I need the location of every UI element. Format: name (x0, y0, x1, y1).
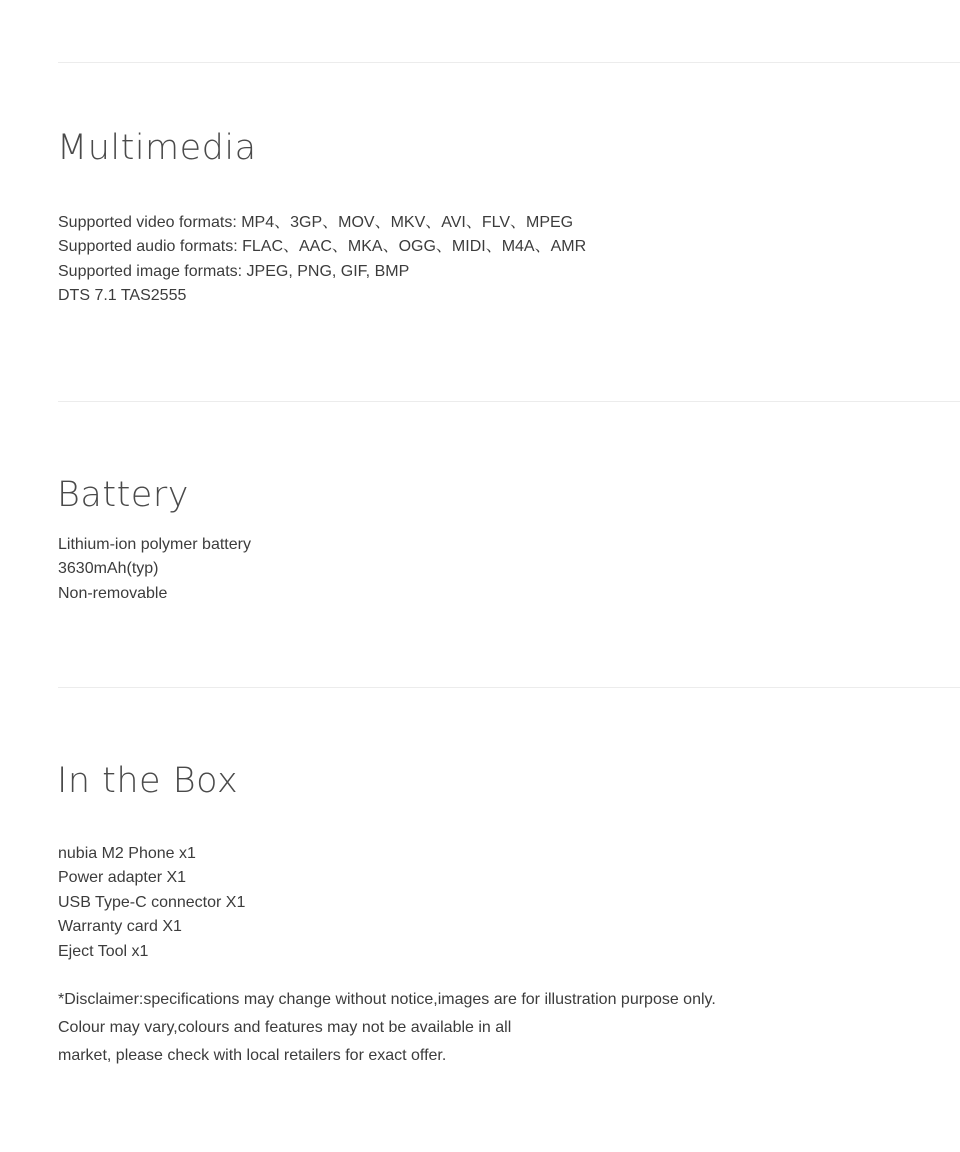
multimedia-spec-list (58, 211, 586, 309)
spec-item: Non-removable (58, 584, 168, 602)
multimedia-title: Multimedia (57, 128, 257, 168)
battery-divider (58, 687, 960, 688)
in-the-box-list (58, 842, 245, 964)
spec-item: Lithium-ion polymer battery (58, 536, 251, 553)
spec-item: 3630mAh(typ) (58, 560, 159, 578)
spec-item: DTS 7.1 TAS2555 (58, 287, 187, 305)
box-item: Eject Tool x1 (58, 942, 149, 960)
disclaimer (58, 986, 716, 1071)
disclaimer-line: Colour may vary,colours and features may not be available in all (58, 1019, 512, 1037)
spec-item: Supported video formats: MP4、3GP、MOV、MKV、AVI、FLV、MPEG (58, 214, 574, 231)
battery-title: Battery (57, 475, 189, 515)
box-item: Power adapter X1 (58, 869, 187, 887)
battery-spec-list (58, 533, 251, 606)
spec-item: Supported image formats: JPEG, PNG, GIF, BMP (58, 262, 410, 280)
box-item: Warranty card X1 (58, 918, 182, 936)
box-item: nubia M2 Phone x1 (58, 845, 196, 862)
multimedia-divider (58, 401, 960, 402)
disclaimer-line: *Disclaimer:specifications may change without notice,images are for illustration purpose only. (58, 991, 716, 1008)
spec-item: Supported audio formats: FLAC、AAC、MKA、OGG、MIDI、M4A、AMR (58, 238, 587, 256)
box-item: USB Type-C connector X1 (58, 893, 246, 911)
in-the-box-title: In the Box (57, 761, 239, 801)
top-divider (58, 62, 960, 63)
disclaimer-line: market, please check with local retailers for exact offer. (58, 1047, 447, 1065)
